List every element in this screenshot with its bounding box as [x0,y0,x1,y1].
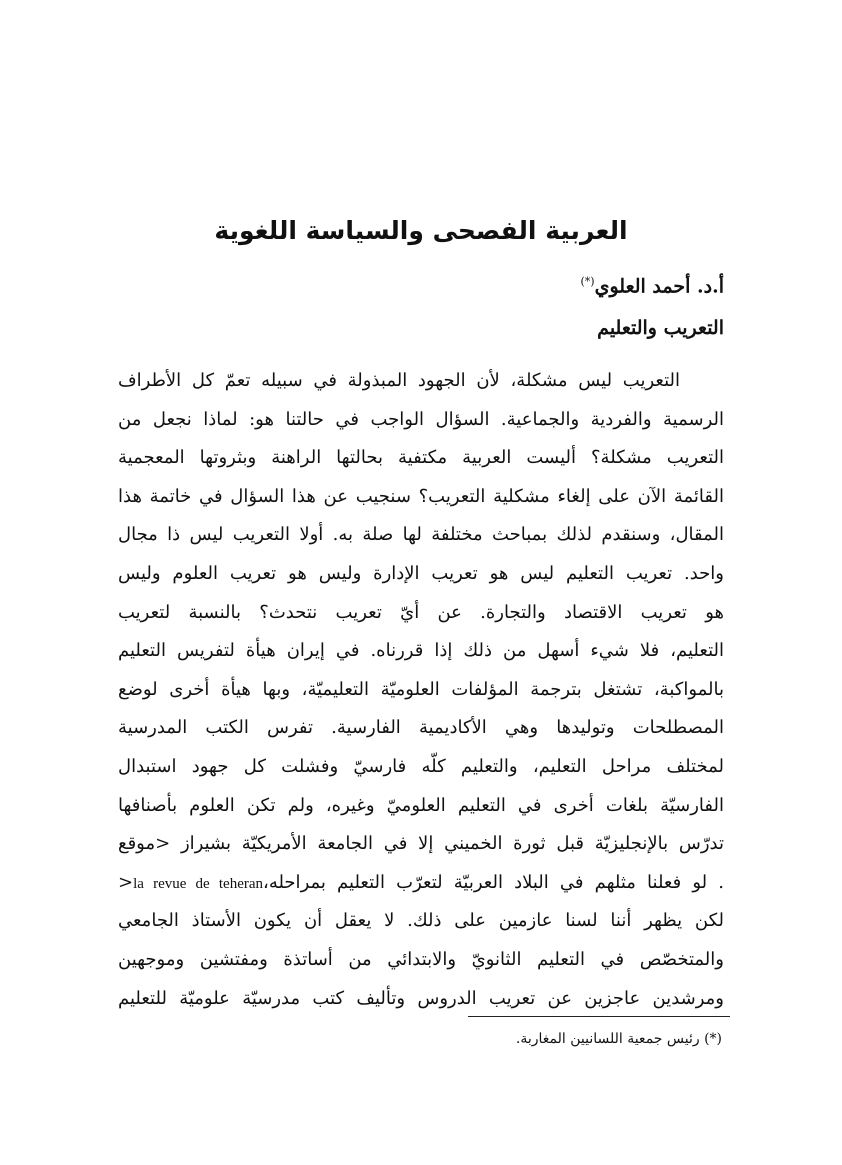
footnote: (*) رئيس جمعية اللسانيين المغاربة. [515,1031,722,1047]
text-line: هو تعريب الاقتصاد والتجارة. عن أيّ تعريب نتحدث؟ بالنسبة لتعريب [118,601,724,623]
text-line-mixed [118,864,724,903]
text-line: بالمواكبة، تشتغل بترجمة المؤلفات العلوميّة التعليميّة، وبها هيأة أخرى لوضع [118,678,724,700]
text-line: المصطلحات وتوليدها وهي الأكاديمية الفارسية. تفرس الكتب المدرسية [118,717,724,739]
text-line: الرسمية والفردية والجماعية. السؤال الواجب في حالتنا هو: لماذا نجعل من [118,408,724,430]
text-line: القائمة الآن على إلغاء مشكلية التعريب؟ سنجيب عن هذا السؤال في خاتمة هذا [118,485,724,507]
article-title: العربية الفصحى والسياسة اللغوية [214,216,628,245]
text-line: لمختلف مراحل التعليم، والتعليم كلّه فارسيّ وفشلت كل جهود استبدال [118,755,724,777]
text-line: تدرّس بالإنجليزيّة قبل ثورة الخميني إلا في الجامعة الأمريكيّة بشيراز <موقع [118,833,724,855]
text-fragment: < [118,871,134,893]
text-line: والمتخصّص في التعليم الثانويّ والابتدائي من أساتذة ومفتشين وموجهين [118,948,724,970]
author-line [581,268,725,300]
text-line: التعريب مشكلة؟ أليست العربية مكتفية بحالتها الراهنة وبثروتها المعجمية [118,447,724,469]
latin-phrase: la revue de teheran [133,875,264,892]
footnote-marker: (*) [580,275,595,288]
text-line: ومرشدين عاجزين عن تعريب الدروس وتأليف كتب مدرسيّة علوميّة للتعليم [118,987,724,1009]
text-line: الفارسيّة بلغات أخرى في التعليم العلوميّ وغيره، ولم تكن العلوم بأصنافها [118,794,724,816]
text-line: التعليم، فلا شيء أسهل من ذلك إذا قررناه. في إيران هيأة لتفريس التعليم [118,640,724,662]
section-heading: التعريب والتعليم [597,317,724,339]
text-fragment: . لو فعلنا مثلهم في البلاد العربيّة لتعرّب التعليم بمراحله، [263,871,724,893]
text-line: التعريب ليس مشكلة، لأن الجهود المبذولة في سبيله تعمّ كل الأطراف [118,370,680,391]
text-line: لكن يظهر أننا لسنا عازمين على ذلك. لا يعقل أن يكون الأستاذ الجامعي [118,910,724,932]
body-paragraph [118,362,724,1018]
footnote-divider [468,1016,730,1017]
text-line: المقال، وسنقدم لذلك بمباحث مختلفة لها صلة به. أولا التعريب ليس ذا مجال [118,524,724,546]
text-line: واحد. تعريب التعليم ليس هو تعريب الإدارة وليس هو تعريب العلوم وليس [118,562,724,584]
author-name: أ.د. أحمد العلوي [594,275,724,298]
